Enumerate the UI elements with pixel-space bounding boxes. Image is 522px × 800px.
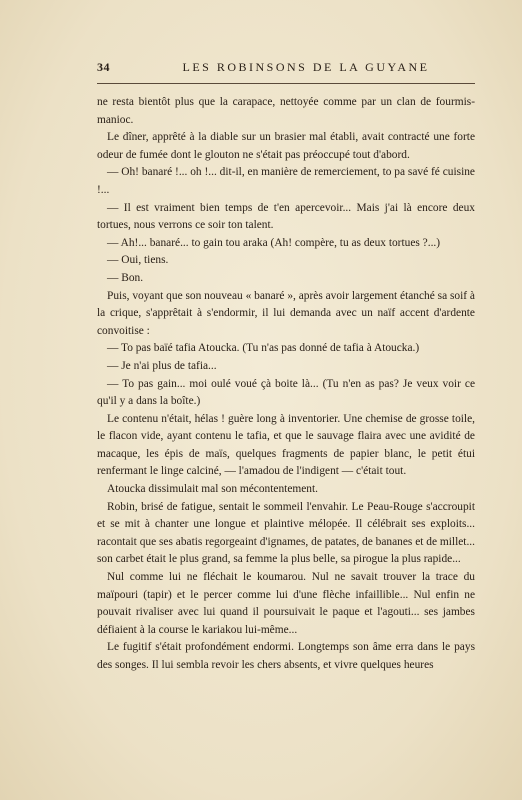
paragraph: Le dîner, apprêté à la diable sur un brasier mal établi, avait contracté une forte odeur de fumée dont le glouton ne s'était pas préoccupé tout d'abord. bbox=[97, 131, 475, 161]
paragraph: Nul comme lui ne fléchait le koumarou. Nul ne savait trouver la trace du maïpouri (tapir) et le percer comme lui d'une flèche infaillible... Nul enfin ne pouvait rivaliser avec lui quand il poursuivait le paque et l'agouti... ses jambes défiaient à la course le kariakou lui-même... bbox=[97, 571, 475, 636]
page-header bbox=[97, 60, 475, 80]
header-rule bbox=[97, 83, 475, 84]
paragraph: — Il est vraiment bien temps de t'en apercevoir... Mais j'ai là encore deux tortues, nous verrons ce soir ton talent. bbox=[97, 201, 475, 232]
running-title: LES ROBINSONS DE LA GUYANE bbox=[182, 60, 430, 74]
paragraph: Atoucka dissimulait mal son mécontentement. bbox=[107, 483, 318, 496]
paragraph: Puis, voyant que son nouveau « banaré », après avoir largement étanché sa soif à la crique, s'apprêtait à s'endormir, il lui demanda avec un naïf accent d'ardente convoitise : bbox=[97, 289, 475, 337]
paragraph: Robin, brisé de fatigue, sentait le sommeil l'envahir. Le Peau-Rouge s'accroupit et se mit à chanter une longue et plaintive mélopée. Il célébrait ses exploits... racontait que ses abatis regorgeaint d'ignames, de patates, de bananes et de millet... son carbet était le plus grand, sa femme la plus belle, sa pirogue la plus rapide... bbox=[97, 500, 475, 566]
paragraph: — Oh! banaré !... oh !... dit-il, en manière de remerciement, to pa savé fé cuisine !... bbox=[97, 166, 475, 196]
paragraph: Le contenu n'était, hélas ! guère long à inventorier. Une chemise de grosse toile, le flacon vide, ayant contenu le tafia, et que le sauvage flaira avec une avidité de macaque, les épis de maïs, quelques fragments de papier blanc, le petit étui renfermant le linge calciné, — l'amadou de l'indigent — c'était tout. bbox=[97, 412, 475, 478]
paragraph: ne resta bientôt plus que la carapace, nettoyée comme par un clan de fourmis-manioc. bbox=[97, 96, 475, 126]
paragraph: — Oui, tiens. bbox=[107, 254, 169, 267]
paragraph: — Bon. bbox=[107, 271, 144, 284]
page-number: 34 bbox=[97, 60, 110, 74]
paragraph: — Je n'ai plus de tafia... bbox=[107, 359, 217, 372]
paragraph: — To pas baïé tafia Atoucka. (Tu n'as pas donné de tafia à Atoucka.) bbox=[107, 342, 420, 355]
paragraph: Le fugitif s'était profondément endormi. Longtemps son âme erra dans le pays des songes. Il lui sembla revoir les chers absents, et vivre quelques heures bbox=[97, 641, 475, 671]
paragraph: — Ah!... banaré... to gain tou araka (Ah! compère, tu as deux tortues ?...) bbox=[107, 236, 441, 249]
paragraph: — To pas gain... moi oulé voué çà boite là... (Tu n'en as pas? Je veux voir ce qu'il y a dans la boîte.) bbox=[97, 377, 475, 408]
body-text bbox=[97, 94, 475, 675]
